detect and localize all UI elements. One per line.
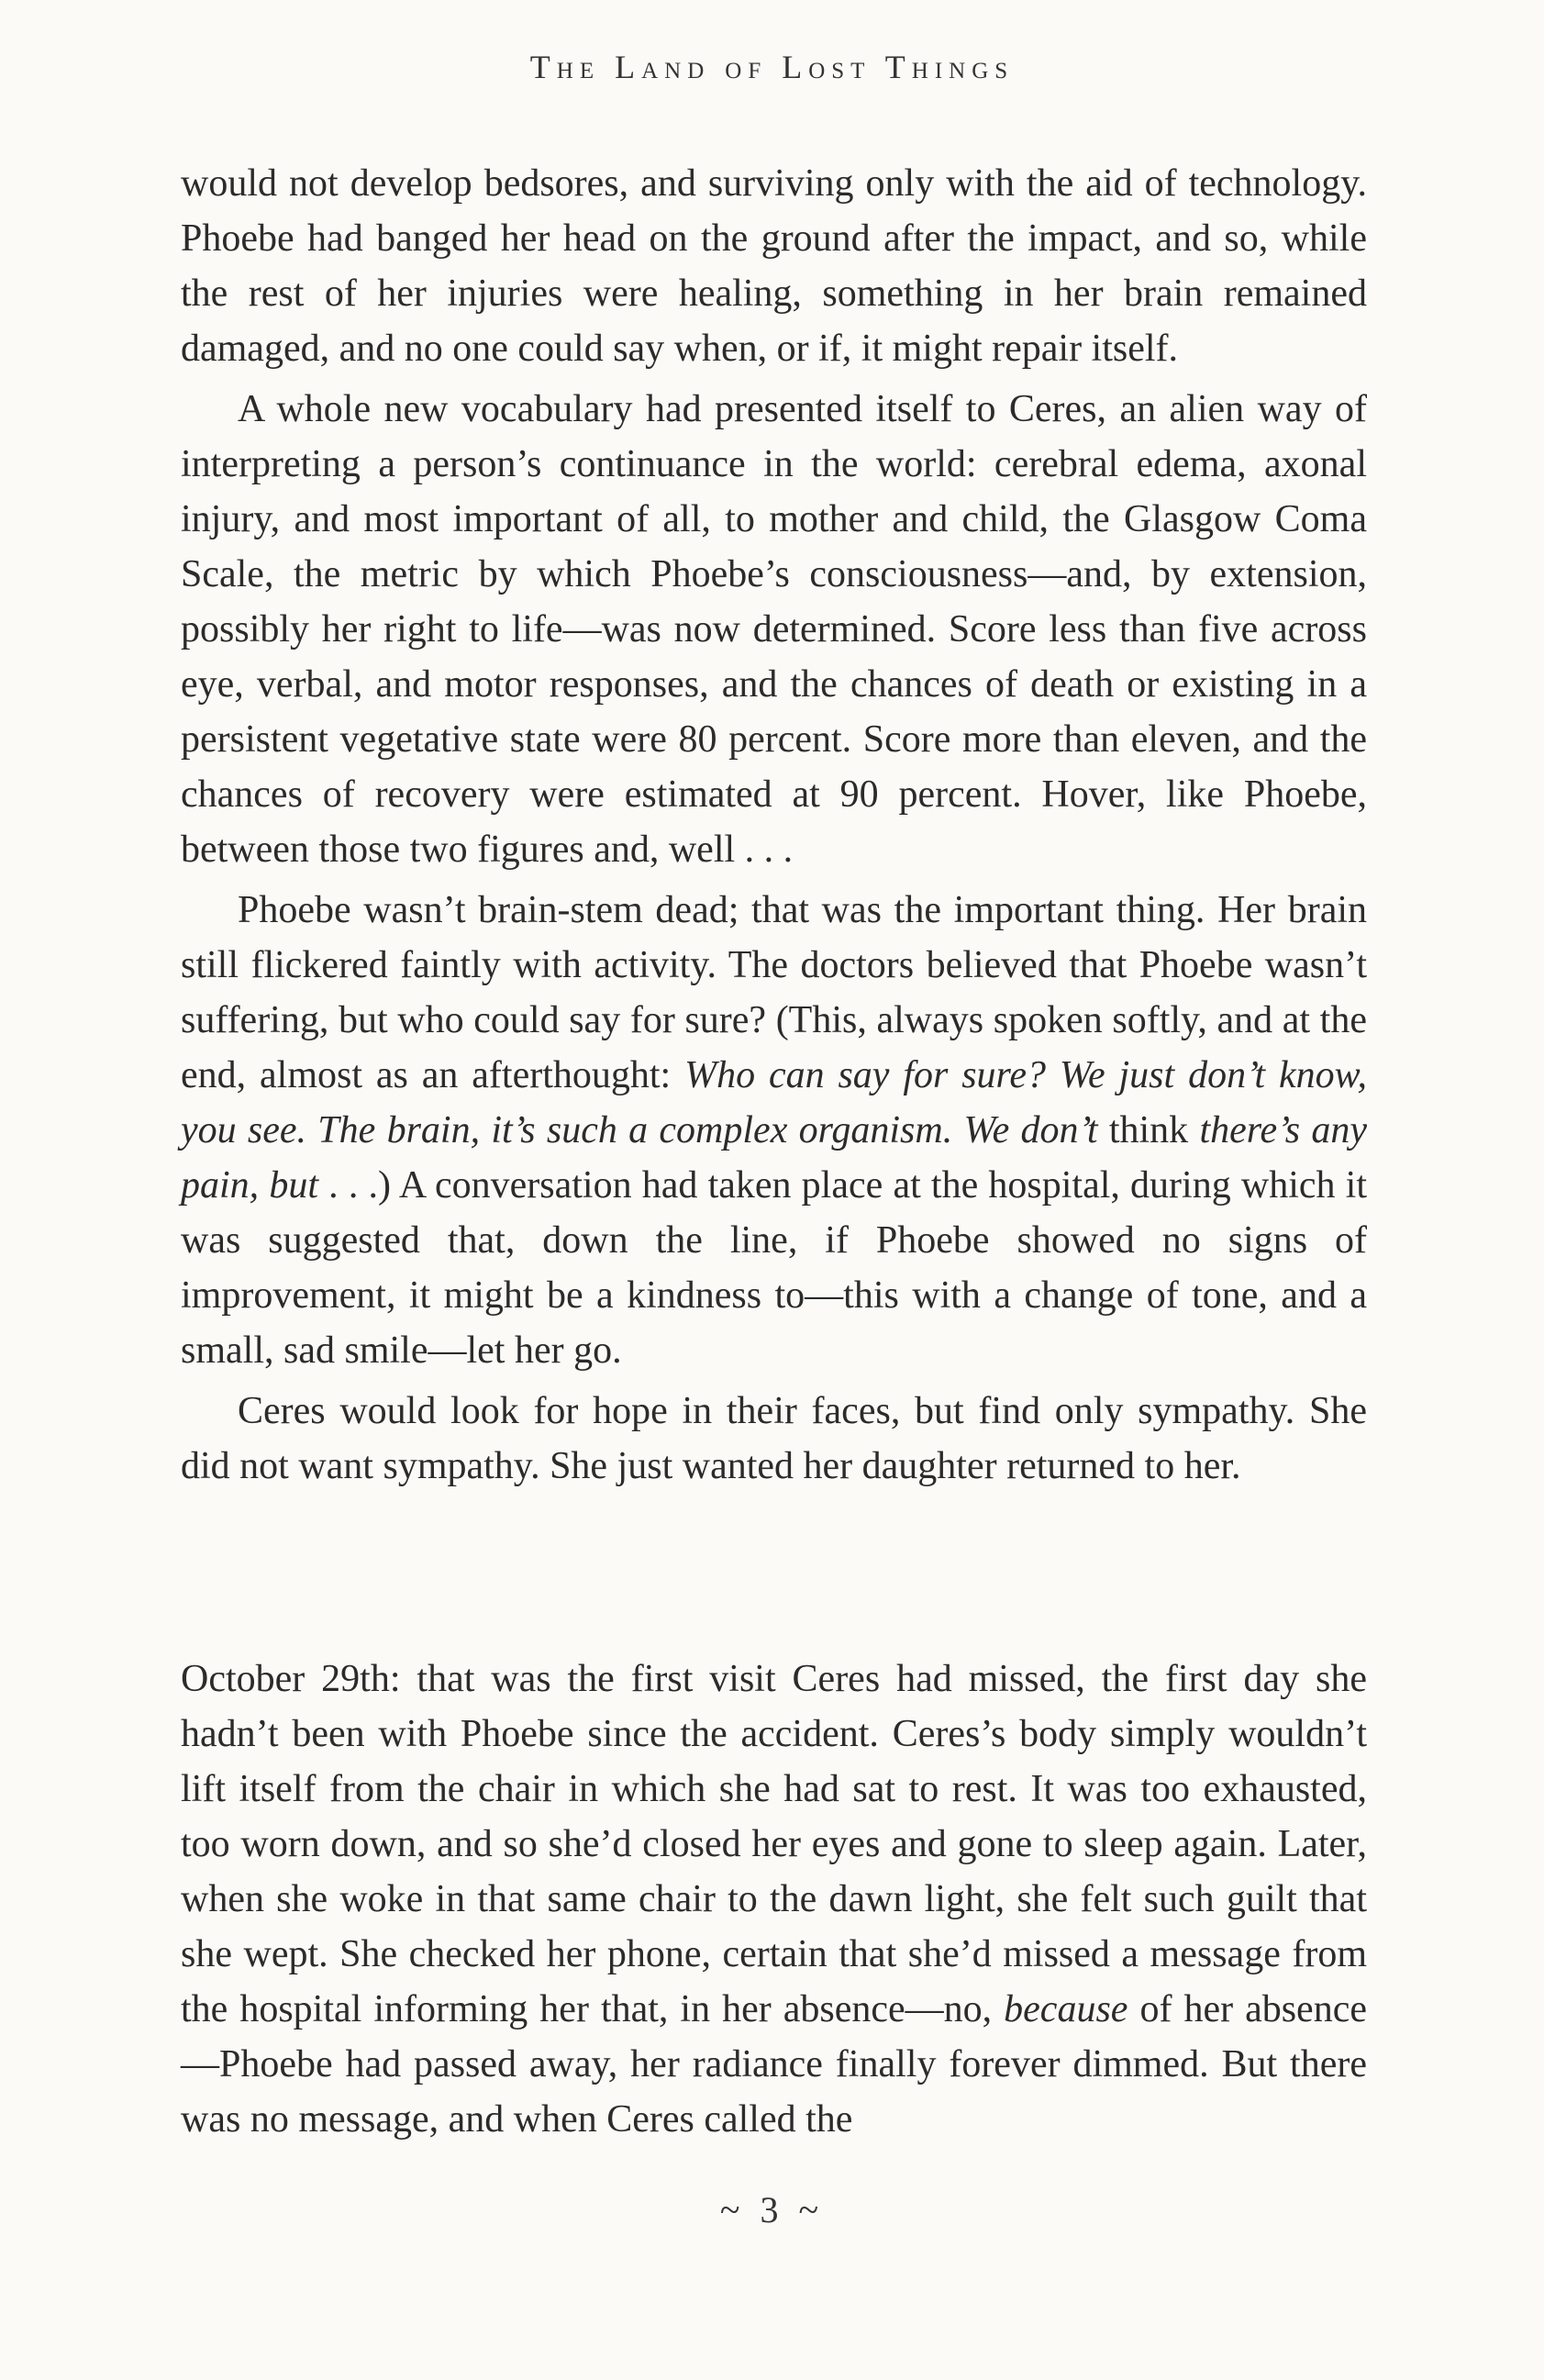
paragraph-3-text-a: Phoebe wasn’t brain-stem dead; that was the important thing. Her brain still flickered faintly with activity. The doctors believed that Phoebe wasn’t suffering, but who could say for sure? (This, always spoken softly, and at the end, almost as an afterthought: xyxy=(181,889,1367,1096)
paragraph-4: Ceres would look for hope in their faces, but find only sympathy. She did not want sympathy. She just wanted her daughter returned to her. xyxy=(181,1390,1367,1487)
paragraph-1: would not develop bedsores, and surviving only with the aid of technology. Phoebe had banged her head on the ground after the impact, and so, while the rest of her injuries were healing, something in her brain remained damaged, and no one could say when, or if, it might repair itself. xyxy=(181,162,1367,370)
running-head: The Land of Lost Things xyxy=(529,49,1015,85)
paragraph-3-text-b: think xyxy=(1097,1109,1200,1151)
paragraph-3-italic-2: there’s any pain, but xyxy=(181,1109,1368,1207)
page-number: ~ 3 ~ xyxy=(719,2189,825,2230)
paragraph-3 xyxy=(181,883,1367,1378)
section-2 xyxy=(181,1652,1367,2147)
paragraph-2: A whole new vocabulary had presented itself to Ceres, an alien way of interpreting a person’s continuance in the world: cerebral edema, axonal injury, and most important of all, to mother and child, the Glasgow Coma Scale, the metric by which Phoebe’s consciousness—and, by extension, possibly her right to life—was now determined. Score less than five across eye, verbal, and motor responses, and the chances of death or existing in a persistent vegetative state were 80 percent. Score more than eleven, and the chances of recovery were estimated at 90 percent. Hover, like Phoebe, between those two figures and, well . . . xyxy=(181,388,1367,871)
paragraph-5-text-b: of her absence—Phoebe had passed away, her radiance finally forever dimmed. But there was no message, and when Ceres called the xyxy=(181,1988,1367,2141)
section-1 xyxy=(181,156,1367,1494)
paragraph-5 xyxy=(181,1652,1367,2147)
paragraph-5-text-a: October 29th: that was the first visit Ceres had missed, the first day she hadn’t been with Phoebe since the accident. Ceres’s body simply wouldn’t lift itself from the chair in which she had sat to rest. It was too exhausted, too worn down, and so she’d closed her eyes and gone to sleep again. Later, when she woke in that same chair to the dawn light, she felt such guilt that she wept. She checked her phone, certain that she’d missed a message from the hospital informing her that, in her absence—no, xyxy=(181,1658,1367,2030)
paragraph-5-italic-1: because xyxy=(1004,1988,1128,2030)
paragraph-3-text-c: . . .) A conversation had taken place at the hospital, during which it was suggested that, down the line, if Phoebe showed no signs of improvement, it might be a kindness to—this with a change of tone, and a small, sad smile—let her go. xyxy=(181,1164,1368,1372)
paragraph-3-italic-1: Who can say for sure? We just don’t know, you see. The brain, it’s such a complex organism. We don’t xyxy=(181,1054,1367,1151)
